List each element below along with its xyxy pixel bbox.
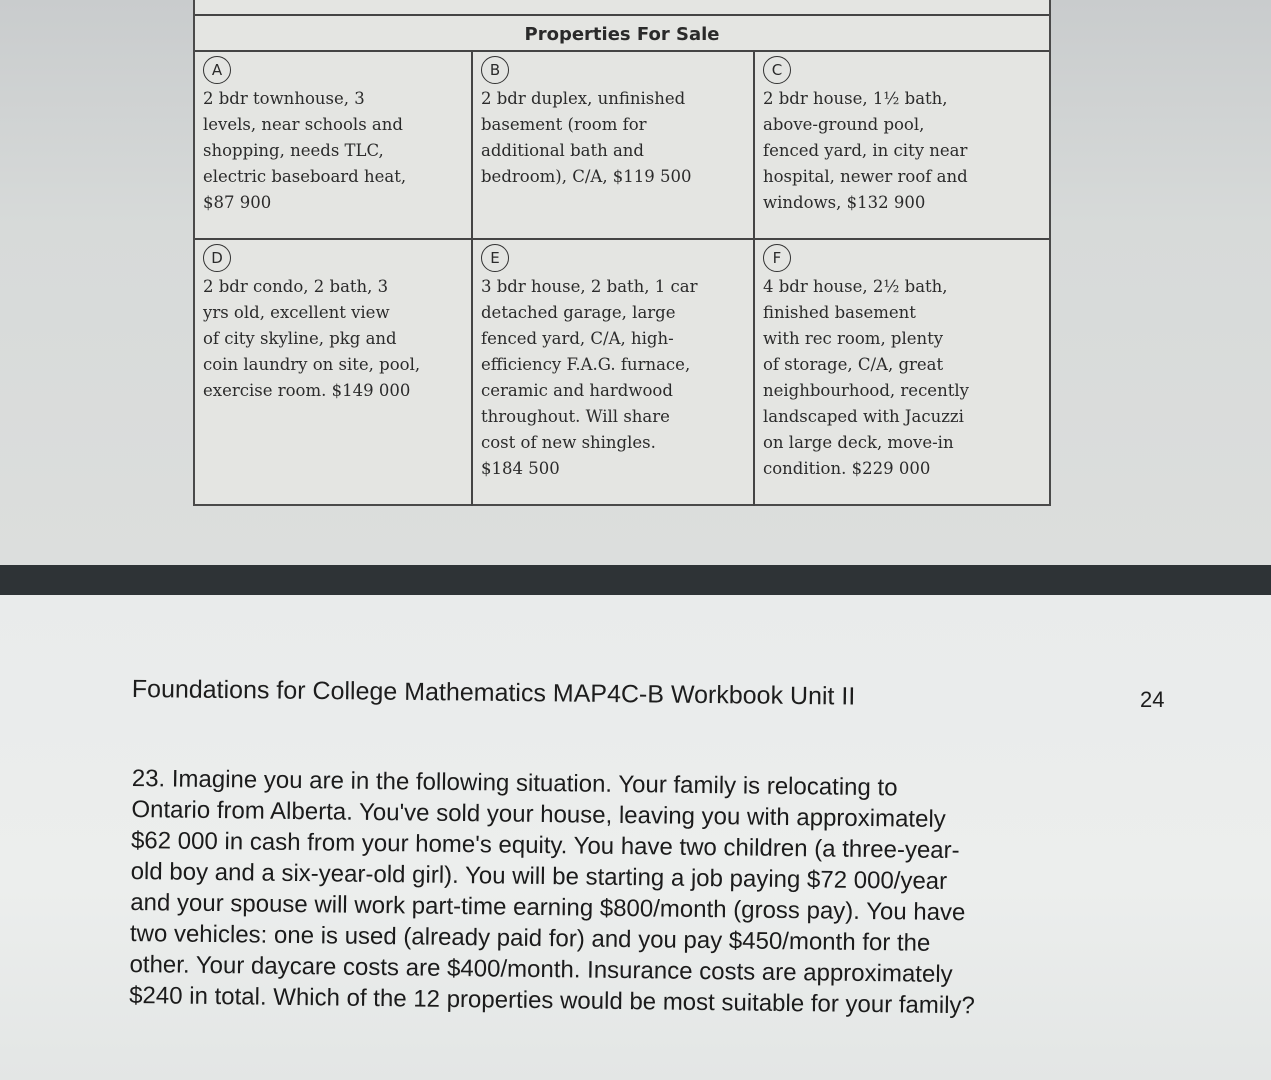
property-desc-line: cost of new shingles.: [481, 433, 656, 452]
property-cell-a: [195, 52, 473, 240]
question-line: other. Your daycare costs are $400/month. Insurance costs are approximately: [129, 950, 953, 989]
question-line: Ontario from Alberta. You've sold your house, leaving you with approximately: [131, 795, 946, 833]
property-desc-line: fenced yard, in city near: [763, 141, 968, 160]
property-desc-line: throughout. Will share: [481, 407, 670, 426]
property-desc-line: 3 bdr house, 2 bath, 1 car: [481, 277, 698, 296]
property-letter-a: A: [203, 56, 231, 84]
property-desc-line: basement (room for: [481, 115, 647, 134]
question-line: old boy and a six-year-old girl). You will be starting a job paying $72 000/year: [130, 857, 948, 895]
property-desc-line: yrs old, excellent view: [203, 303, 390, 322]
question-line: $62 000 in cash from your home's equity. You have two children (a three-year-: [130, 826, 960, 865]
property-cell-e: [473, 240, 755, 506]
question-line: two vehicles: one is used (already paid for) and you pay $450/month for the: [129, 919, 931, 957]
property-desc-line: 4 bdr house, 2½ bath,: [763, 277, 948, 296]
property-desc-line: of city skyline, pkg and: [203, 329, 397, 348]
property-letter-b: B: [481, 56, 509, 84]
property-desc-line: landscaped with Jacuzzi: [763, 407, 964, 426]
property-desc-line: exercise room. $149 000: [203, 381, 411, 400]
properties-table: [193, 0, 1051, 506]
property-desc-line: 2 bdr house, 1½ bath,: [763, 89, 948, 108]
property-desc-line: levels, near schools and: [203, 115, 403, 134]
property-letter-c: C: [763, 56, 791, 84]
property-letter-d: D: [203, 244, 231, 272]
property-desc-line: above-ground pool,: [763, 115, 925, 134]
property-desc-line: ceramic and hardwood: [481, 381, 673, 400]
property-cell-d: [195, 240, 473, 506]
question-line: 23. Imagine you are in the following situation. Your family is relocating to: [131, 764, 898, 802]
property-desc-line: coin laundry on site, pool,: [203, 355, 421, 374]
page-number: 24: [1140, 687, 1165, 712]
property-desc-line: condition. $229 000: [763, 459, 931, 478]
property-desc-line: of storage, C/A, great: [763, 355, 944, 374]
question-line: and your spouse will work part-time earning $800/month (gross pay). You have: [130, 888, 966, 927]
property-price: $184 500: [481, 459, 560, 478]
property-desc-line: detached garage, large: [481, 303, 676, 322]
property-letter-f: F: [763, 244, 791, 272]
property-desc-line: bedroom), C/A, $119 500: [481, 167, 692, 186]
property-price: $87 900: [203, 193, 272, 212]
property-desc-line: finished basement: [763, 303, 916, 322]
question-line: $240 in total. Which of the 12 properties would be most suitable for your family?: [128, 981, 976, 1020]
property-desc-line: shopping, needs TLC,: [203, 141, 384, 160]
property-desc-line: neighbourhood, recently: [763, 381, 969, 400]
property-cell-b: [473, 52, 755, 240]
property-desc-line: hospital, newer roof and: [763, 167, 968, 186]
property-desc-line: 2 bdr townhouse, 3: [203, 89, 365, 108]
properties-grid: [195, 52, 1049, 504]
table-title: Properties For Sale: [195, 20, 1049, 52]
property-desc-line: 2 bdr duplex, unfinished: [481, 89, 686, 108]
property-cell-c: [755, 52, 1049, 240]
property-desc-line: 2 bdr condo, 2 bath, 3: [203, 277, 389, 296]
property-desc-line: with rec room, plenty: [763, 329, 944, 348]
property-desc-line: windows, $132 900: [763, 193, 926, 212]
lower-workbook-page: [0, 595, 1271, 1080]
property-desc-line: fenced yard, C/A, high-: [481, 329, 674, 348]
workbook-title: Foundations for College Mathematics MAP4C-B Workbook Unit II: [131, 675, 856, 711]
property-letter-e: E: [481, 244, 509, 272]
property-desc-line: additional bath and: [481, 141, 644, 160]
question-23: [129, 763, 1172, 1024]
property-desc-line: electric baseboard heat,: [203, 167, 407, 186]
property-cell-f: [755, 240, 1049, 506]
table-top-strip: [195, 0, 1049, 16]
page-separator: [0, 565, 1271, 595]
property-desc-line: efficiency F.A.G. furnace,: [481, 355, 691, 374]
property-desc-line: on large deck, move-in: [763, 433, 954, 452]
